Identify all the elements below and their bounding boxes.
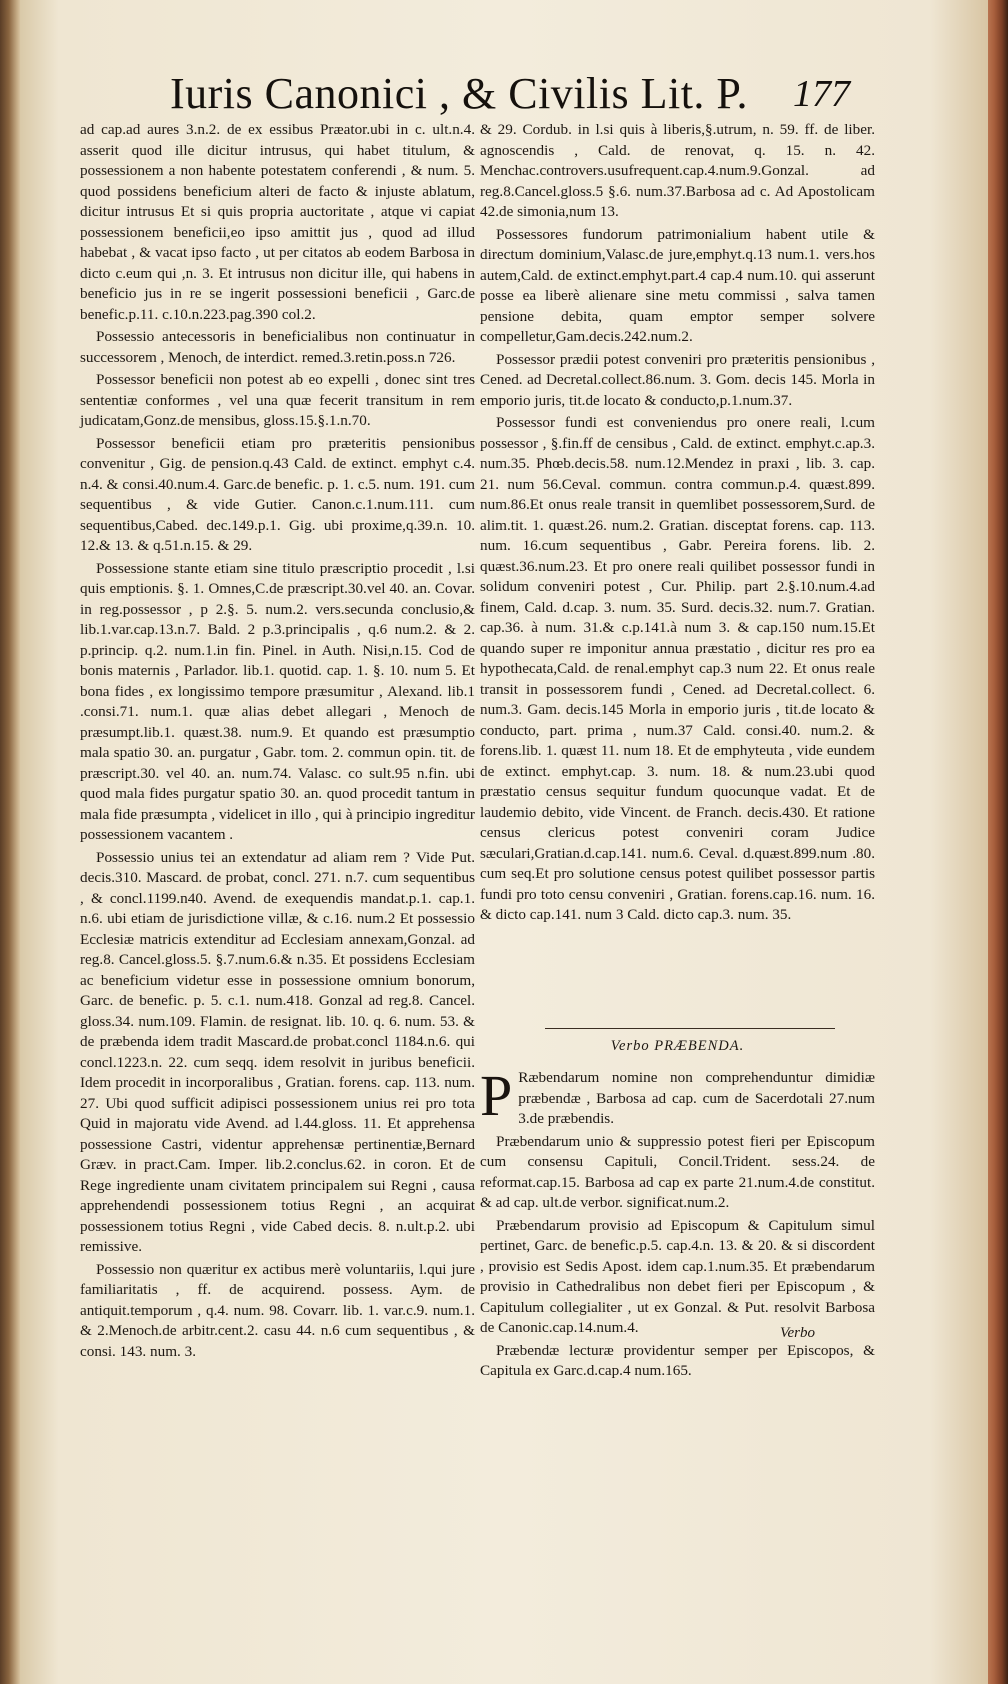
section-divider: [545, 1028, 835, 1029]
paragraph: Possessor beneficii non potest ab eo expelli , donec sint tres sententiæ conformes , vel una quæ fecerit transitum in rem judicatam,Gonz.de mensibus, gloss.15.§.1.n.70.: [80, 371, 475, 429]
running-title: Iuris Canonici , & Civilis Lit. P.: [170, 69, 749, 118]
paragraph: Possessio antecessoris in beneficialibus non continuatur in successorem , Menoch, de interdict. remed.3.retin.poss.n 726.: [80, 328, 475, 366]
paragraph: Possessione stante etiam sine titulo præscriptio procedit , l.si quis emptionis. §. 1. Omnes,C.de præscript.30.vel 40. an. Covar. in reg.possessor , p 2.§. 5. num.2. vers.secunda conclusio,& lib.1.var.cap.13.n.7. Bald. 2 p.3.principalis , q.6 num.2. & 2. p.princip. q.2. num.1.in fin. Pinel. in Auth. Nisi,n.15. Cod de bonis maternis , Parlador. lib.1. quotid. cap. 1. §. 10. num 5. Et bona fides , ex longissimo tempore præsumitur , Alexand. lib.1 .consi.71. num.1. quæ alias debet allegari , Menoch de præsumpt.lib.1. quæst.38. num.9. Et quando est præsumptio mala spatio 30. an. purgatur , Gabr. tom. 2. commun opin. tit. de præscript.30. vel 40. an. num.74. Valasc. co sult.95 n.fin. ubi quod mala fides purgatur spatio 30. an. quod procedit tantum in mala fide præsumpta , videlicet in illo , qui à principio ingreditur possessionem vacantem .: [80, 559, 475, 843]
paragraph-text: Ræbendarum nomine non comprehenduntur dimidiæ præbendæ , Barbosa ad cap. cum de Sacerdotali 27.num 3.de præbendis.: [518, 1069, 875, 1127]
paragraph: Præbendarum unio & suppressio potest fieri per Episcopum cum consensu Capituli, Concil.Trident. sess.24. de reformat.cap.15. Barbosa ad cap ex parte 21.num.4.de constitut. & ad cap. ult.de verbor. significat.num.2.: [480, 1132, 875, 1211]
left-column: [80, 120, 475, 1364]
paragraph: & 29. Cordub. in l.si quis à liberis,§.utrum, n. 59. ff. de liber. agnoscendis , Cald. de renovat, q. 15. n. 42. Menchac.controvers.usufrequent.cap.4.num.9.Gonzal. ad reg.8.Cancel.gloss.5 §.6. num.37.Barbosa ad c. Ad Apostolicam 42.de simonia,num 13.: [480, 121, 875, 220]
section-body: [480, 1063, 875, 1384]
paragraph: Possessores fundorum patrimonialium habent utile & directum dominium,Valasc.de jure,emphyt.q.13 num.1. vers.hos autem,Cald. de extinct.emphyt.part.4 cap.4 num.10. qui asserunt posse ea liberè alienare sine metu commissi , salva tamen pensione debita, quam emptor semper solvere compelletur,Gam.decis.242.num.2.: [480, 225, 875, 345]
catchword: Verbo: [780, 1325, 815, 1341]
running-header: [170, 68, 850, 124]
paragraph: Possessio unius tei an extendatur ad aliam rem ? Vide Put. decis.310. Mascard. de probat, concl. 271. n.7. cum sequentibus , & concl.1199.n40. Avend. de exequendis mandat.p.1. cap.1. n.6. ubi etiam de jurisdictione villæ, & c.16. num.2 Et possessio Ecclesiæ matricis extenditur ad Ecclesiam annexam,Gonzal. ad reg.8. Cancel.gloss.5. §.7.num.6.& n.35. Et possidens Ecclesiam ac beneficium videtur esse in possessione omnium bonorum, Garc. de benefic. p. 5. c.1. num.418. Gonzal ad reg.8. Cancel. gloss.34. num.109. Flamin. de resignat. lib. 10. q. 6. num. 53. & de præbenda idem tradit Mascard.de probat.concl 1184.n.6. qui concl.1223.n. 22. cum seqq. idem resolvit in juribus beneficii. Idem procedit in incorporalibus , Gratian. forens. cap. 113. num. 27. Ubi quod sufficit adipisci possessionem unius rei pro tota Quid in majoratu vide Avend. ad l.44.gloss. 11. Et apprehensa possessione Castri, videntur apprehensæ pertinentiæ,Bernard Græv. in pract.Cam. Imper. lib.2.conclus.62. in coron. Et de Rege ingrediente unam civitatem principalem sui Regni , causa apprehendendi possessionem totius Regni , an acquirat possessionem totius Regni , vide Cabed decis. 8. n.ult.p.2. ubi remissive.: [80, 848, 475, 1255]
book-edge-left: [0, 0, 22, 1684]
paragraph: Possessor fundi est conveniendus pro onere reali, l.cum possessor , §.fin.ff de censibus , Cald. de extinct. emphyt.c.ap.3. num.35. Phœb.decis.58. num.12.Mendez in praxi , lib. 3. cap. 21. num 56.Ceval. commun. contra commun.p.4. quæst.899. num.86.Et onus reale transit in quemlibet possessorem,Surd. de alim.tit. 1. quæst.26. num.2. Gratian. disceptat forens. cap. 113. num. 16.cum sequentibus , Gabr. Pereira forens. lib. 2. quæst.36.num.23. Et pro onere reali quilibet possessor fundi in solidum conveniri potest , Cur. Philip. part 2.§.10.num.4.ad finem, Cald. d.cap. 3. num. 35. Surd. decis.32. num.7. Gratian. cap.36. à num. 31.& c.p.141.à num 3. & cap.150 num.15.Et quando super re imponitur annua præstatio , dicitur res pro ea hypothecata,Cald. de renal.emphyt cap.3 num 22. Et onus reale transit in possessorem fundi , Cened. ad Decretal.collect. 6. num.3. Gam. decis.145 Morla in emporio juris , tit.de locato & conducto, part. prima , num.37 Cald. consi.40. num.2. & forens.lib. 1. quæst 11. num 18. Et de emphyteuta , vide eundem de extinct. emphyt.cap. 3. num. 18. & num.23.ubi quod præstatio census sequitur fundum quocunque vadat. Et de laudemio debito, vide Vincent. de Franch. decis.430. Et ratione census clericus potest conveniri coram Judice sæculari,Gratian.d.cap.141. num.6. Ceval. d.quæst.899.num .80. cum seq.Et pro solutione census potest quilibet possessor partis fundi pro toto censu conveniri , Gratian. forens.cap.16. num. 16. & dicto cap.141. num 3 Cald. dicto cap.3. num. 35.: [480, 414, 875, 923]
paragraph: Possessor prædii potest conveniri pro præteritis pensionibus , Cened. ad Decretal.collect.86.num. 3. Gom. decis 145. Morla in emporio juris, tit.de locato & conducto,p.1.num.37.: [480, 350, 875, 409]
paragraph: Possessio non quæritur ex actibus merè voluntariis, l.qui jure familiaritatis , ff. de acquirend. possess. Aym. de antiquit.temporum , q.4. num. 98. Covarr. lib. 1. var.c.9. num.1. & 2.Menoch.de arbitr.cent.2. casu 44. n.6 cum sequentibus , & consi. 143. num. 3.: [80, 1260, 475, 1360]
paragraph: Possessor beneficii etiam pro præteritis pensionibus convenitur , Gig. de pension.q.43 Cald. de extinct. emphyt c.4. n.4. & consi.40.num.4. Garc.de benefic. p. 1. c.5. num. 191. cum sequentibus , & vide Gutier. Canon.c.1.num.111. cum sequentibus,Cabed. dec.149.p.1. Gig. ubi proxime,q.39.n. 10. 12.& 13. & q.51.n.15. & 29.: [80, 434, 475, 554]
right-column: [480, 120, 875, 928]
paragraph: Præbendæ lecturæ providentur semper per Episcopos, & Capitula ex Garc.d.cap.4 num.165.: [480, 1341, 875, 1379]
paragraph: Præbendarum provisio ad Episcopum & Capitulum simul pertinet, Garc. de benefic.p.5. cap.4.n. 13. & 20. & si discordent , provisio est Sedis Apost. idem cap.1.num.35. Et præbendarum provisio in Cathedralibus non debet fieri per Episcopum , & Capitulum collegialiter , ut ex Gonzal. & Put. resolvit Barbosa de Canonic.cap.14.num.4.: [480, 1216, 875, 1336]
paragraph: ad cap.ad aures 3.n.2. de ex essibus Præator.ubi in c. ult.n.4. asserit quod ille dicitur intrusus, qui habet titulum, & possessionem a non habente potestatem conferendi , & num. 5. quod possidens beneficium alteri de facto & injuste ablatum, dicitur intrusus Et si quis propria auctoritate , atque vi capiat possessionem beneficii,eo ipso amittit jus , quod ad illud habebat , & vacat ipso facto , ut per citatos ab eodem Barbosa in dicto c.eum qui ,n. 3. Et intrusus non dicitur ille, qui habens in beneficio jus in re se ingerit possessioni beneficii , Garc.de benefic.p.11. c.10.n.223.pag.390 col.2.: [80, 121, 475, 323]
book-edge-right: [988, 0, 1008, 1684]
page-number: 177: [793, 73, 850, 115]
book-page: [20, 0, 988, 1684]
drop-cap: P: [480, 1063, 513, 1128]
paragraph: [480, 1063, 875, 1130]
section-heading: Verbo PRÆBENDA.: [610, 1038, 745, 1054]
